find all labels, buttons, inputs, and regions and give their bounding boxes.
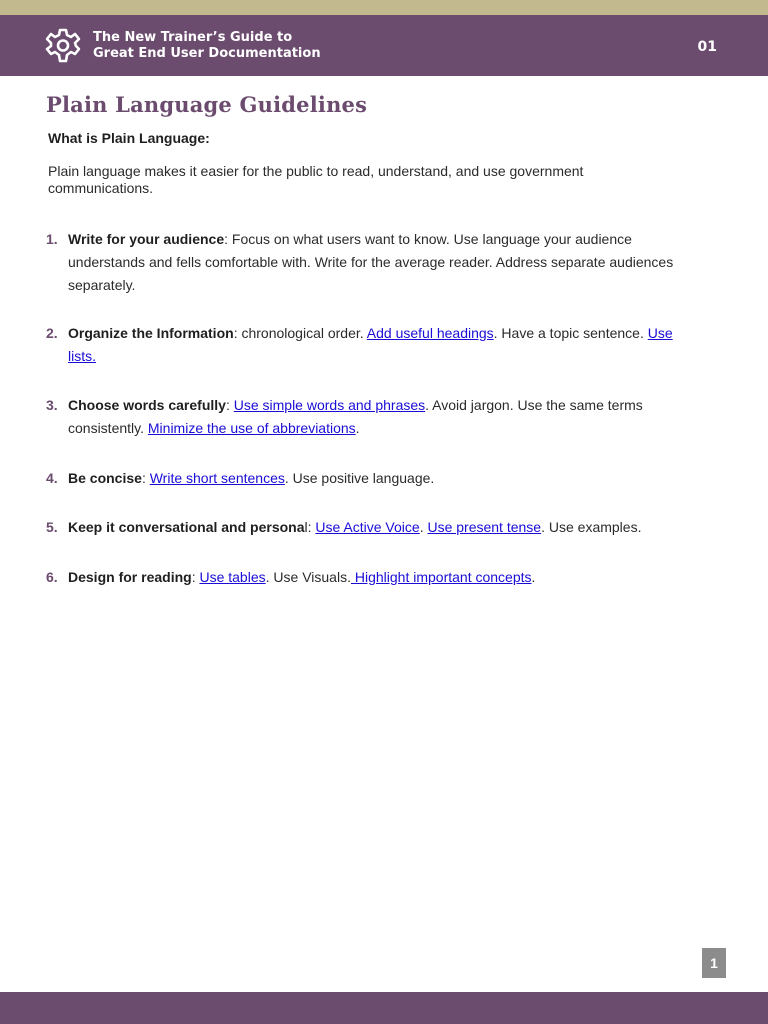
use-tables-link[interactable]: Use tables — [199, 569, 266, 585]
item-body — [68, 566, 686, 589]
use-simple-words-link[interactable]: Use simple words and phrases — [233, 397, 426, 413]
use-present-tense-link[interactable]: Use present tense — [427, 519, 542, 535]
gear-icon — [43, 26, 83, 66]
guide-title-line1: The New Trainer’s Guide to — [93, 30, 293, 45]
item-text: . — [419, 519, 428, 535]
page-title: Plain Language Guidelines — [46, 92, 368, 117]
item-number: 2. — [46, 325, 58, 341]
highlight-concepts-link[interactable]: Highlight important concepts — [350, 569, 532, 585]
guide-title-line2: Great End User Documentation — [93, 46, 321, 61]
intro-paragraph: Plain language makes it easier for the public to read, understand, and use government communications. — [48, 163, 584, 196]
item-number: 3. — [46, 397, 58, 413]
guide-title — [93, 30, 321, 62]
item-body — [68, 322, 686, 368]
guideline-item — [46, 394, 686, 440]
item-title: Be concise — [68, 470, 142, 486]
use-lists-link[interactable]: Use lists. — [68, 325, 673, 364]
item-number: 6. — [46, 569, 58, 585]
item-text: l: — [304, 519, 316, 535]
subhead: What is Plain Language: — [48, 130, 210, 146]
item-title: Organize the Information — [68, 325, 234, 341]
item-body — [68, 394, 686, 440]
use-active-voice-link[interactable]: Use Active Voice — [315, 519, 420, 535]
item-text: . Avoid jargon. Use the same terms consistently. — [68, 397, 643, 436]
top-stripe — [0, 0, 768, 15]
item-text: . Use examples. — [541, 519, 642, 535]
item-text: . Use Visuals. — [265, 569, 351, 585]
item-text: : — [141, 470, 150, 486]
item-number: 5. — [46, 519, 58, 535]
item-text: . Use positive language. — [284, 470, 435, 486]
guideline-item — [46, 566, 686, 589]
write-short-sentences-link[interactable]: Write short sentences — [149, 470, 285, 486]
chapter-number: 01 — [697, 39, 717, 55]
guideline-item — [46, 516, 686, 539]
page-number: 1 — [702, 948, 726, 978]
footer-band — [0, 992, 768, 1024]
item-text: : — [225, 397, 234, 413]
item-number: 1. — [46, 231, 58, 247]
item-title: Choose words carefully — [68, 397, 226, 413]
item-body — [68, 228, 686, 297]
item-title: Keep it conversational and persona — [68, 519, 305, 535]
item-body — [68, 516, 686, 539]
item-text: . Have a topic sentence. — [493, 325, 648, 341]
item-text: : — [191, 569, 200, 585]
item-number: 4. — [46, 470, 58, 486]
guideline-item — [46, 228, 686, 297]
minimize-abbreviations-link[interactable]: Minimize the use of abbreviations — [147, 420, 356, 436]
item-text: . — [355, 420, 360, 436]
item-text: : chronological order. — [233, 325, 367, 341]
guideline-item — [46, 467, 686, 490]
add-useful-headings-link[interactable]: Add useful headings — [366, 325, 494, 341]
item-body — [68, 467, 686, 490]
item-title: Design for reading — [68, 569, 192, 585]
item-title: Write for your audience — [68, 231, 225, 247]
item-text: : Focus on what users want to know. Use language your audience understands and fells comfortable with. Write for the average reader. Address separate audiences separately. — [68, 231, 674, 293]
item-text: . — [531, 569, 536, 585]
guideline-item — [46, 322, 686, 368]
